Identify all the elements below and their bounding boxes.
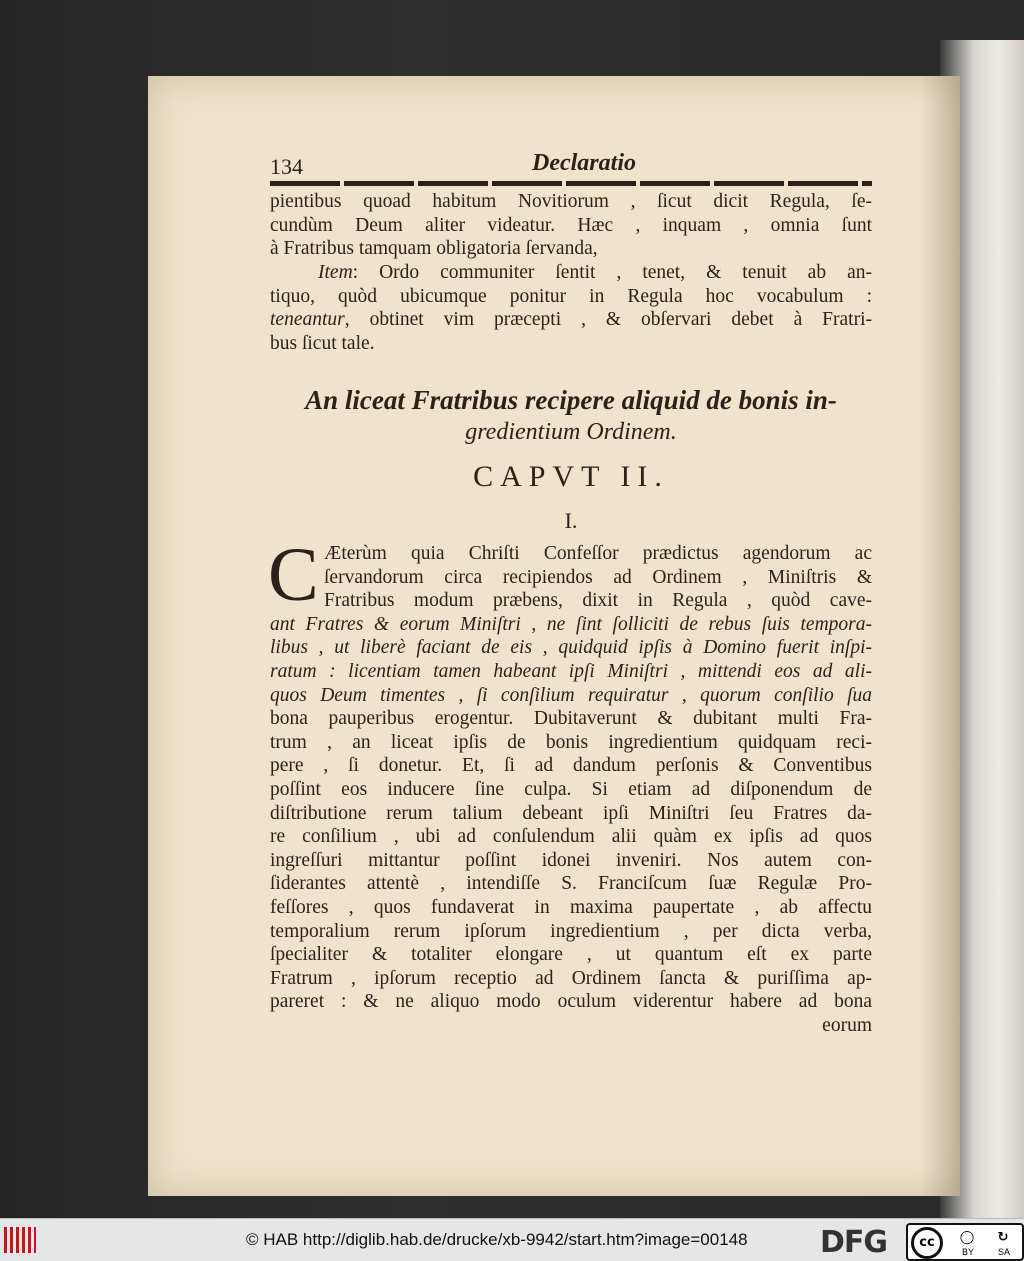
drop-cap: C	[268, 533, 319, 617]
text-line: cundùm Deum aliter videatur. Hæc , inquam , omnia ſunt	[270, 214, 872, 236]
body-line: temporalium rerum ipſorum ingredientium , per dicta verba,	[270, 920, 872, 942]
paragraph-number: I.	[564, 508, 578, 533]
text-line: bus ſicut tale.	[270, 332, 375, 354]
sa-label: SA	[998, 1247, 1011, 1257]
body-line: ſiderantes attentè , intendiſſe S. Franciſcum ſuæ Regulæ Pro-	[270, 873, 872, 895]
text-line: à Fratribus tamquam obligatoria ſervanda,	[270, 238, 598, 260]
sa-icon: ↻	[997, 1230, 1009, 1245]
section-subtitle: gredientium Ordinem.	[465, 419, 677, 445]
credit-link[interactable]: © HAB http://diglib.hab.de/drucke/xb-9942/start.htm?image=00148	[246, 1230, 748, 1249]
hab-barcode-icon	[4, 1227, 36, 1253]
body-line: feſſores , quos fundaverat in maxima paupertate , ab affectu	[270, 896, 872, 918]
chapter-heading: CAPVT II.	[473, 460, 669, 493]
top-paragraph	[270, 190, 872, 261]
body-line: pere , ſi donetur. Et, ſi ad dandum perſonis & Conventibus	[270, 755, 872, 777]
catchword: eorum	[822, 1015, 872, 1036]
item-paragraph	[270, 261, 872, 355]
header-rule	[270, 181, 872, 186]
body-line: ratum : licentiam tamen habeant ipſi Miniſtri , mittendi eos ad ali-	[270, 660, 872, 682]
section-title-line: An liceat Fratribus recipere aliquid de bonis in-	[305, 385, 837, 415]
running-title: Declaratio	[532, 150, 636, 176]
text-line: Item: Ordo communiter ſentit , tenet, & tenuit ab an-	[318, 262, 872, 283]
body-line: Fratrum , ipſorum receptio ad Ordinem ſancta & puriſſima ap-	[270, 967, 872, 989]
license-badge[interactable]	[906, 1223, 1024, 1261]
body-line: quos Deum timentes , ſi conſilium requiratur , quorum conſilio ſua	[270, 684, 872, 706]
body-line: ingreſſuri mittantur poſſint idonei inveniri. Nos autem con-	[270, 849, 872, 871]
page-number: 134	[270, 154, 303, 179]
body-line: Fratribus modum præbens, dixit in Regula , quòd cave-	[324, 590, 872, 612]
body-line: ſpecialiter & totaliter elongare , ut quantum eſt ex parte	[270, 944, 872, 966]
by-label: BY	[962, 1247, 975, 1257]
body-text	[268, 533, 872, 1014]
body-line: re conſilium , ubi ad conſulendum alii quàm ex ipſis ad quos	[270, 826, 872, 848]
body-line: Æterùm quia Chriſti Confeſſor prædictus agendorum ac	[324, 543, 872, 564]
text-line: tiquo, quòd ubicumque ponitur in Regula hoc vocabulum :	[270, 285, 872, 307]
body-line: diſtributione rerum talium debeant ipſi Miniſtri ſeu Fratres da-	[270, 802, 872, 824]
body-line: bona pauperibus erogentur. Dubitaverunt & dubitant multi Fra-	[270, 708, 872, 730]
section-title	[270, 384, 872, 448]
body-line: poſſint eos inducere ſine culpa. Si etiam ad diſponendum de	[270, 778, 872, 800]
text-line: teneantur, obtinet vim præcepti , & obſervari debet à Fratri-	[270, 309, 872, 331]
page-header	[270, 150, 872, 180]
body-line: trum , an liceat ipſis de bonis ingredientium quidquam reci-	[270, 731, 872, 753]
body-line: ant Fratres & eorum Miniſtri , ne ſint ſolliciti de rebus ſuis tempora-	[270, 613, 872, 635]
body-line: pareret : & ne aliquo modo oculum viderentur habere ad bona	[270, 991, 872, 1013]
by-icon: ◯	[959, 1230, 975, 1245]
body-line: libus , ut liberè faciant de eis , quidquid ipſis à Domino fuerit inſpi-	[270, 637, 872, 659]
text-line: pientibus quoad habitum Novitiorum , ſicut dicit Regula, ſe-	[270, 191, 872, 212]
cc-icon: cc	[911, 1227, 943, 1259]
body-line: ſervandorum circa recipiendos ad Ordinem , Miniſtris &	[324, 566, 872, 588]
viewer-footer	[0, 1218, 1024, 1261]
dfg-logo: DFG	[820, 1225, 888, 1260]
